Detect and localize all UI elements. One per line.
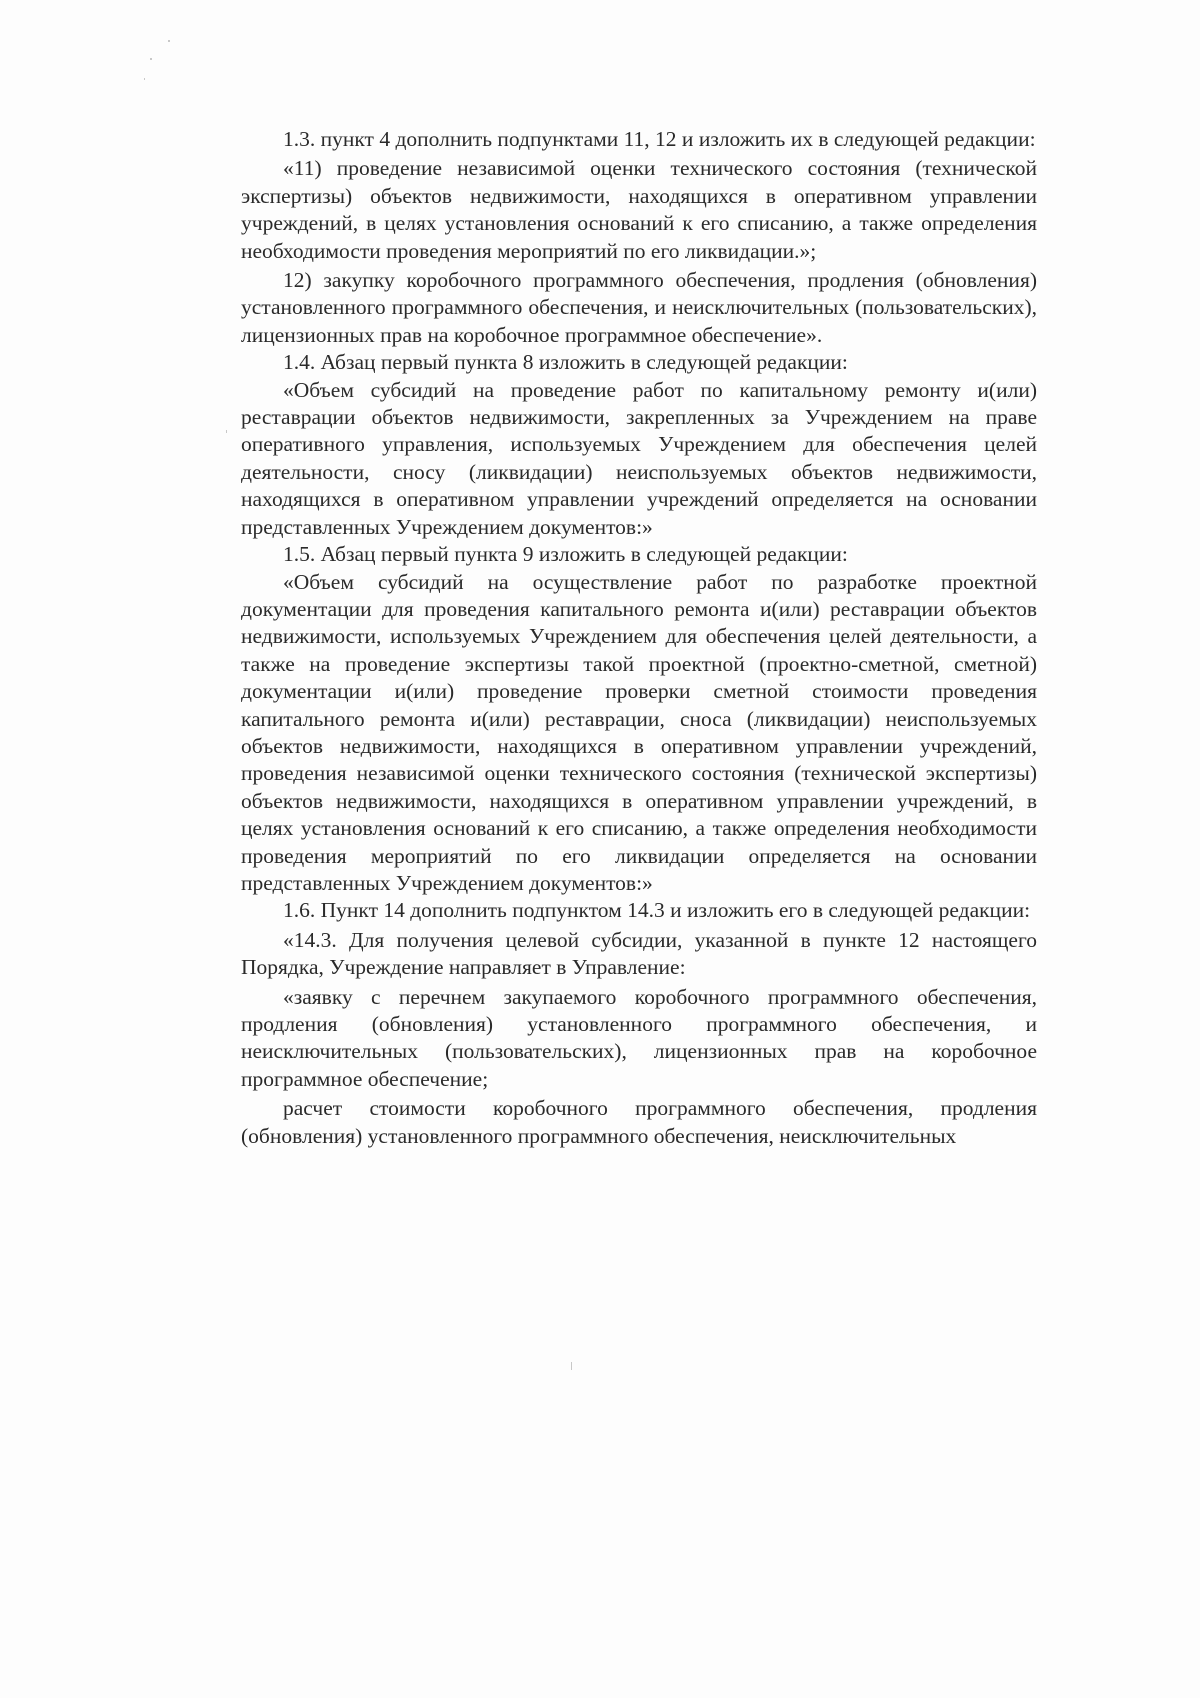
paragraph-subitem-12: 12) закупку коробочного программного обеспечения, продления (обновления) установленного программного обеспечения, и неисключительных (пользовательских), лицензионных прав на коробочное программное обеспечение». <box>241 268 1037 347</box>
paragraph-1-5: 1.5. Абзац первый пункта 9 изложить в следующей редакции: <box>283 542 848 567</box>
paragraph-1-6: 1.6. Пункт 14 дополнить подпунктом 14.3 и изложить его в следующей редакции: <box>283 898 1031 923</box>
paragraph-cost-calculation: расчет стоимости коробочного программного обеспечения, продления (обновления) установленного программного обеспечения, неисключительных <box>241 1096 1037 1148</box>
scan-speck <box>226 430 227 433</box>
scan-speck <box>150 58 152 60</box>
scan-speck <box>144 78 145 80</box>
paragraph-quote-item-9: «Объем субсидий на осуществление работ по разработке проектной документации для проведения капитального ремонта и(или) реставрации объектов недвижимости, используемых Учреждением для обеспечения целей деятельности, а также на проведение экспертизы такой проектной (проектно-сметной, сметной) документации и(или) проведение проверки сметной стоимости проведения капитального ремонта и(или) реставрации, сноса (ликвидации) неиспользуемых объектов недвижимости, находящихся в оперативном управлении учреждений, проведения независимой оценки технического состояния (технической экспертизы) объектов недвижимости, находящихся в оперативном управлении учреждений, в целях установления оснований к его списанию, а также определения необходимости проведения мероприятий по его ликвидации определяется на основании представленных Учреждением документов:» <box>241 569 1037 895</box>
document-body <box>241 126 1037 1150</box>
scan-speck <box>168 40 170 42</box>
paragraph-1-4: 1.4. Абзац первый пункта 8 изложить в следующей редакции: <box>283 350 848 375</box>
scan-speck <box>571 1362 572 1370</box>
paragraph-application: «заявку с перечнем закупаемого коробочного программного обеспечения, продления (обновления) установленного программного обеспечения, и неисключительных (пользовательских), лицензионных прав на коробочное программное обеспечение; <box>241 984 1037 1091</box>
paragraph-subitem-11: «11) проведение независимой оценки технического состояния (технической экспертизы) объектов недвижимости, находящихся в оперативном управлении учреждений, в целях установления оснований к его списанию, а также определения необходимости проведения мероприятий по его ликвидации.»; <box>241 156 1037 263</box>
paragraph-14-3: «14.3. Для получения целевой субсидии, указанной в пункте 12 настоящего Порядка, Учреждение направляет в Управление: <box>241 927 1037 980</box>
paragraph-1-3: 1.3. пункт 4 дополнить подпунктами 11, 12 и изложить их в следующей редакции: <box>283 127 1036 151</box>
paragraph-quote-item-8: «Объем субсидий на проведение работ по капитальному ремонту и(или) реставрации объектов недвижимости, закрепленных за Учреждением на праве оперативного управления, используемых Учреждением для обеспечения целей деятельности, сносу (ликвидации) неиспользуемых объектов недвижимости, находящихся в оперативном управлении учреждений определяется на основании представленных Учреждением документов:» <box>241 377 1037 539</box>
